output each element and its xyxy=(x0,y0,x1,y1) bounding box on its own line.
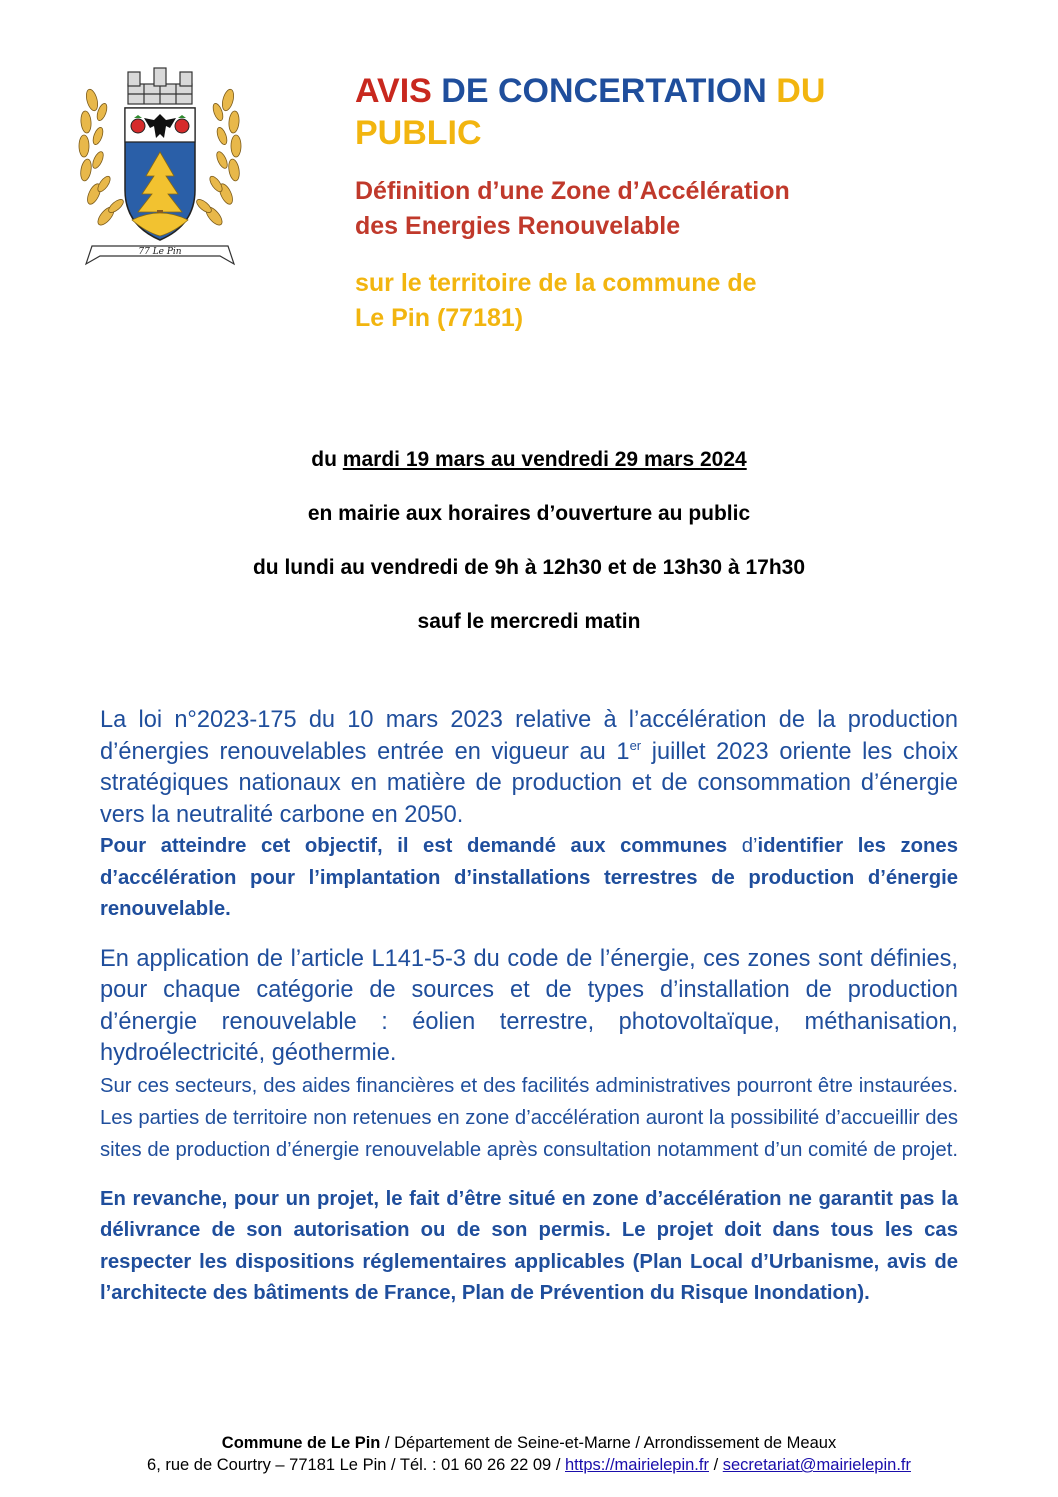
crest-motto: 77 Le Pin xyxy=(138,247,182,257)
footer-line-1 xyxy=(0,1432,1058,1454)
schedule-dates: mardi 19 mars au vendredi 29 mars 2024 xyxy=(342,448,747,471)
paragraph-objective xyxy=(100,831,958,926)
website-link[interactable]: https://mairielepin.fr xyxy=(565,1456,709,1474)
schedule-period xyxy=(0,440,1058,494)
schedule-hours: du lundi au vendredi de 9h à 12h30 et de 13h30 à 17h30 xyxy=(252,556,806,579)
title-word-du: DU xyxy=(776,72,826,110)
title-word-avis: AVIS xyxy=(355,72,432,110)
subtitle xyxy=(355,174,995,244)
footer-commune: Commune de Le Pin xyxy=(221,1434,381,1452)
body-text xyxy=(100,705,958,1310)
superscript-er: er xyxy=(629,737,642,753)
place-line-1: sur le territoire de la commune de xyxy=(355,269,757,297)
footer-line-2 xyxy=(0,1454,1058,1476)
schedule-exception: sauf le mercredi matin xyxy=(417,610,641,633)
page-title xyxy=(355,70,995,154)
paragraph-law xyxy=(100,705,958,831)
footer xyxy=(0,1432,1058,1476)
schedule-du: du xyxy=(311,448,337,471)
place-line-2: Le Pin (77181) xyxy=(355,304,524,332)
title-word-concertation: DE CONCERTATION xyxy=(441,72,767,110)
email-link[interactable]: secretariat@mairielepin.fr xyxy=(722,1456,911,1474)
coat-of-arms-logo xyxy=(70,60,250,275)
paragraph-law-part-2: juillet 2023 oriente les choix stratégiques nationaux en matière de production et de consommation d’énergie vers la neutralité carbone en 2050. xyxy=(100,738,958,828)
schedule-where: en mairie aux horaires d’ouverture au public xyxy=(307,502,751,525)
objective-part-3: identifier les zones d’accélération pour l’implantation d’installations terrestres de production d’énergie renouvelable. xyxy=(100,835,958,920)
paragraph-law-part-1: La loi n°2023-175 du 10 mars 2023 relative à l’accélération de la production d’énergies renouvelables entrée en vigueur au 1 xyxy=(100,707,958,765)
paragraph-article: En application de l’article L141-5-3 du code de l’énergie, ces zones sont définies, pour chaque catégorie de sources et de types d’installation de production d’énergie renouvelable : éolien terrestre, photovoltaïque, méthanisation, hydroélectricité, géothermie. xyxy=(100,945,958,1066)
schedule-block xyxy=(0,440,1058,656)
objective-part-2: d’ xyxy=(727,835,758,857)
footer-department: / Département de Seine-et-Marne / Arrondissement de Meaux xyxy=(380,1434,837,1452)
objective-part-1: Pour atteindre cet objectif, il est demandé aux communes xyxy=(100,835,728,857)
paragraph-sectors: Sur ces secteurs, des aides financières et des facilités administratives pourront être instaurées. Les parties de territoire non retenues en zone d’accélération auront la possibilité d’accueillir des sites de production d’énergie renouvelable après consultation notamment d’un comité de projet. xyxy=(100,1074,958,1161)
subtitle-line-2: des Energies Renouvelable xyxy=(355,212,681,240)
commune-place xyxy=(355,266,995,336)
header xyxy=(355,70,995,336)
title-word-public: PUBLIC xyxy=(355,114,482,152)
subtitle-line-1: Définition d’une Zone d’Accélération xyxy=(355,177,790,205)
paragraph-warning: En revanche, pour un projet, le fait d’être situé en zone d’accélération ne garantit pas la délivrance de son autorisation ou de son permis. Le projet doit dans tous les cas respecter les dispositions réglementaires applicables (Plan Local d’Urbanisme, avis de l’architecte des bâtiments de France, Plan de Prévention du Risque Inondation). xyxy=(100,1187,958,1304)
footer-address: 6, rue de Courtry – 77181 Le Pin / Tél. : 01 60 26 22 09 / xyxy=(147,1456,565,1474)
footer-separator: / xyxy=(708,1456,723,1474)
